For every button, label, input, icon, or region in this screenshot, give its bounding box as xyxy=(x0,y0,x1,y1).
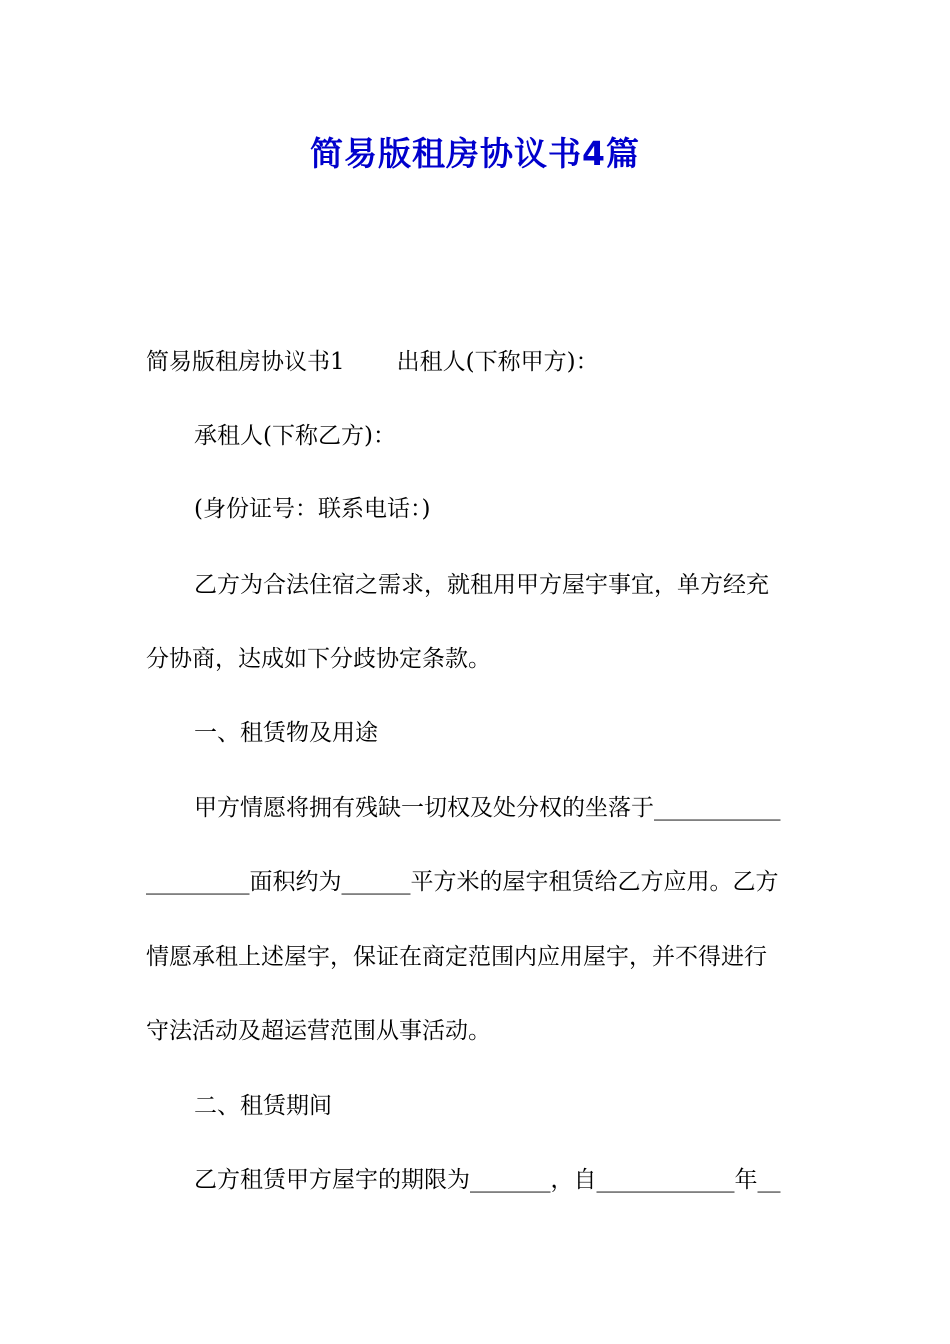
lessee-label: 承租人(下称乙方)： xyxy=(194,423,396,449)
paragraph-line: 乙方租赁甲方屋宇的期限为_______，自____________年__ xyxy=(194,1167,781,1193)
paragraph-line: 甲方情愿将拥有残缺一切权及处分权的坐落于___________ xyxy=(194,795,781,821)
paragraph-line: 情愿承租上述屋宇，保证在商定范围内应用屋宇，并不得进行 xyxy=(146,944,767,970)
paragraph-line: _________面积约为______平方米的屋宇租赁给乙方应用。乙方 xyxy=(146,869,779,895)
section-heading: 简易版租房协议书1 xyxy=(146,349,345,375)
lessor-label: 出租人(下称甲方)： xyxy=(396,349,599,375)
paragraph-line: 分协商，达成如下分歧协定条款。 xyxy=(146,646,491,672)
document-title: 简易版租房协议书4篇 xyxy=(310,134,640,173)
paragraph-line: 守法活动及超运营范围从事活动。 xyxy=(146,1018,491,1044)
paragraph-line: 乙方为合法住宿之需求，就租用甲方屋宇事宜，单方经充 xyxy=(194,572,769,598)
section-heading: 二、租赁期间 xyxy=(194,1093,332,1119)
section-heading: 一、租赁物及用途 xyxy=(194,720,378,746)
heading-line xyxy=(146,347,806,377)
id-contact-line: (身份证号：联系电话：) xyxy=(194,496,431,522)
